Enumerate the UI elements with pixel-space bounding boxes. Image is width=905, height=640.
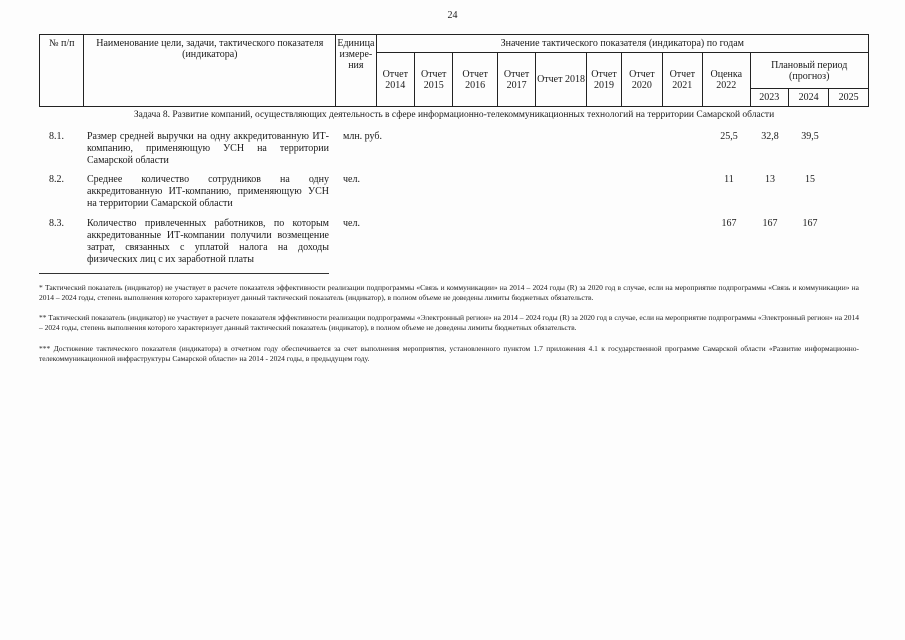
header-col-name: Наименование цели, задачи, тактического показателя (индикатора): [84, 35, 336, 107]
row-unit: чел.: [343, 218, 360, 229]
row-value-2022: 11: [724, 174, 734, 185]
row-value-2023: 13: [765, 174, 775, 185]
row-value-2024: 167: [802, 218, 818, 229]
header-year-2015: Отчет 2015: [414, 53, 452, 107]
header-col-values: Значение тактического показателя (индикатора) по годам: [376, 35, 868, 53]
header-year-2020: Отчет 2020: [622, 53, 662, 107]
header-plan-2024: 2024: [788, 89, 828, 107]
row-value-2023: 32,8: [761, 131, 779, 142]
row-name: Размер средней выручки на одну аккредитованную ИТ-компанию, применяющую УСН на территории Самарской области: [87, 131, 329, 166]
row-unit: чел.: [343, 174, 360, 185]
header-year-2022: Оценка 2022: [703, 53, 751, 107]
row-number: 8.2.: [49, 174, 64, 185]
header-col-num: № п/п: [40, 35, 84, 107]
row-value-2022: 25,5: [720, 131, 738, 142]
row-name: Среднее количество сотрудников на одну аккредитованную ИТ-компанию, применяющую УСН на территории Самарской области: [87, 174, 329, 209]
row-number: 8.3.: [49, 218, 64, 229]
header-year-2021: Отчет 2021: [662, 53, 702, 107]
header-year-2016: Отчет 2016: [453, 53, 497, 107]
row-value-2024: 39,5: [801, 131, 819, 142]
row-value-2023: 167: [762, 218, 778, 229]
indicator-table-header: [39, 34, 869, 107]
header-plan-2023: 2023: [750, 89, 788, 107]
header-plan-2025: 2025: [829, 89, 869, 107]
footnote-divider: [39, 273, 329, 274]
task-title: Задача 8. Развитие компаний, осуществляющих деятельность в сфере информационно-телекоммуникационных технологий на территории Самарской области: [133, 110, 775, 120]
header-year-2014: Отчет 2014: [376, 53, 414, 107]
row-value-2024: 15: [805, 174, 815, 185]
header-plan-period: Плановый период (прогноз): [750, 53, 868, 89]
row-unit: млн. руб.: [343, 131, 382, 142]
row-name: Количество привлеченных работников, по которым аккредитованные ИТ-компании получили возмещение затрат, связанных с уплатой налога на доходы физических лиц с их заработной платы: [87, 218, 329, 265]
footnote-3: *** Достижение тактического показателя (индикатора) в отчетном году обеспечивается за счет выполнения мероприятия, установленного пунктом 1.7 приложения 4.1 к государственной программе Самарской области «Развитие информационно-телекоммуникационной инфраструктуры Самарской области» на 2014 - 2024 годы, в предыдущем году.: [39, 344, 859, 363]
header-year-2019: Отчет 2019: [586, 53, 621, 107]
header-col-unit: Единица измере-ния: [336, 35, 376, 107]
footnote-2: ** Тактический показатель (индикатор) не участвует в расчете показателя эффективности реализации подпрограммы «Электронный регион» на 2014 – 2024 годы (R) за 2020 год в случае, если на мероприятие подпрограммы «Электронный регион» на 2014 – 2024 годы, степень выполнения которого характеризует данный тактический показатель (индикатор), в полном объеме не доведены лимиты бюджетных обязательств.: [39, 313, 859, 332]
page-number: 24: [447, 10, 458, 21]
header-year-2017: Отчет 2017: [497, 53, 535, 107]
header-year-2018: Отчет 2018: [536, 53, 587, 107]
footnote-1: * Тактический показатель (индикатор) не участвует в расчете показателя эффективности реализации подпрограммы «Связь и коммуникации» на 2014 – 2024 годы (R) за 2020 год в случае, если на мероприятие подпрограммы «Связь и коммуникации» на 2014 – 2024 годы, степень выполнения которого характеризует данный тактический показатель (индикатор), в полном объеме не доведены лимиты бюджетных обязательств.: [39, 283, 859, 302]
row-number: 8.1.: [49, 131, 64, 142]
row-value-2022: 167: [721, 218, 737, 229]
